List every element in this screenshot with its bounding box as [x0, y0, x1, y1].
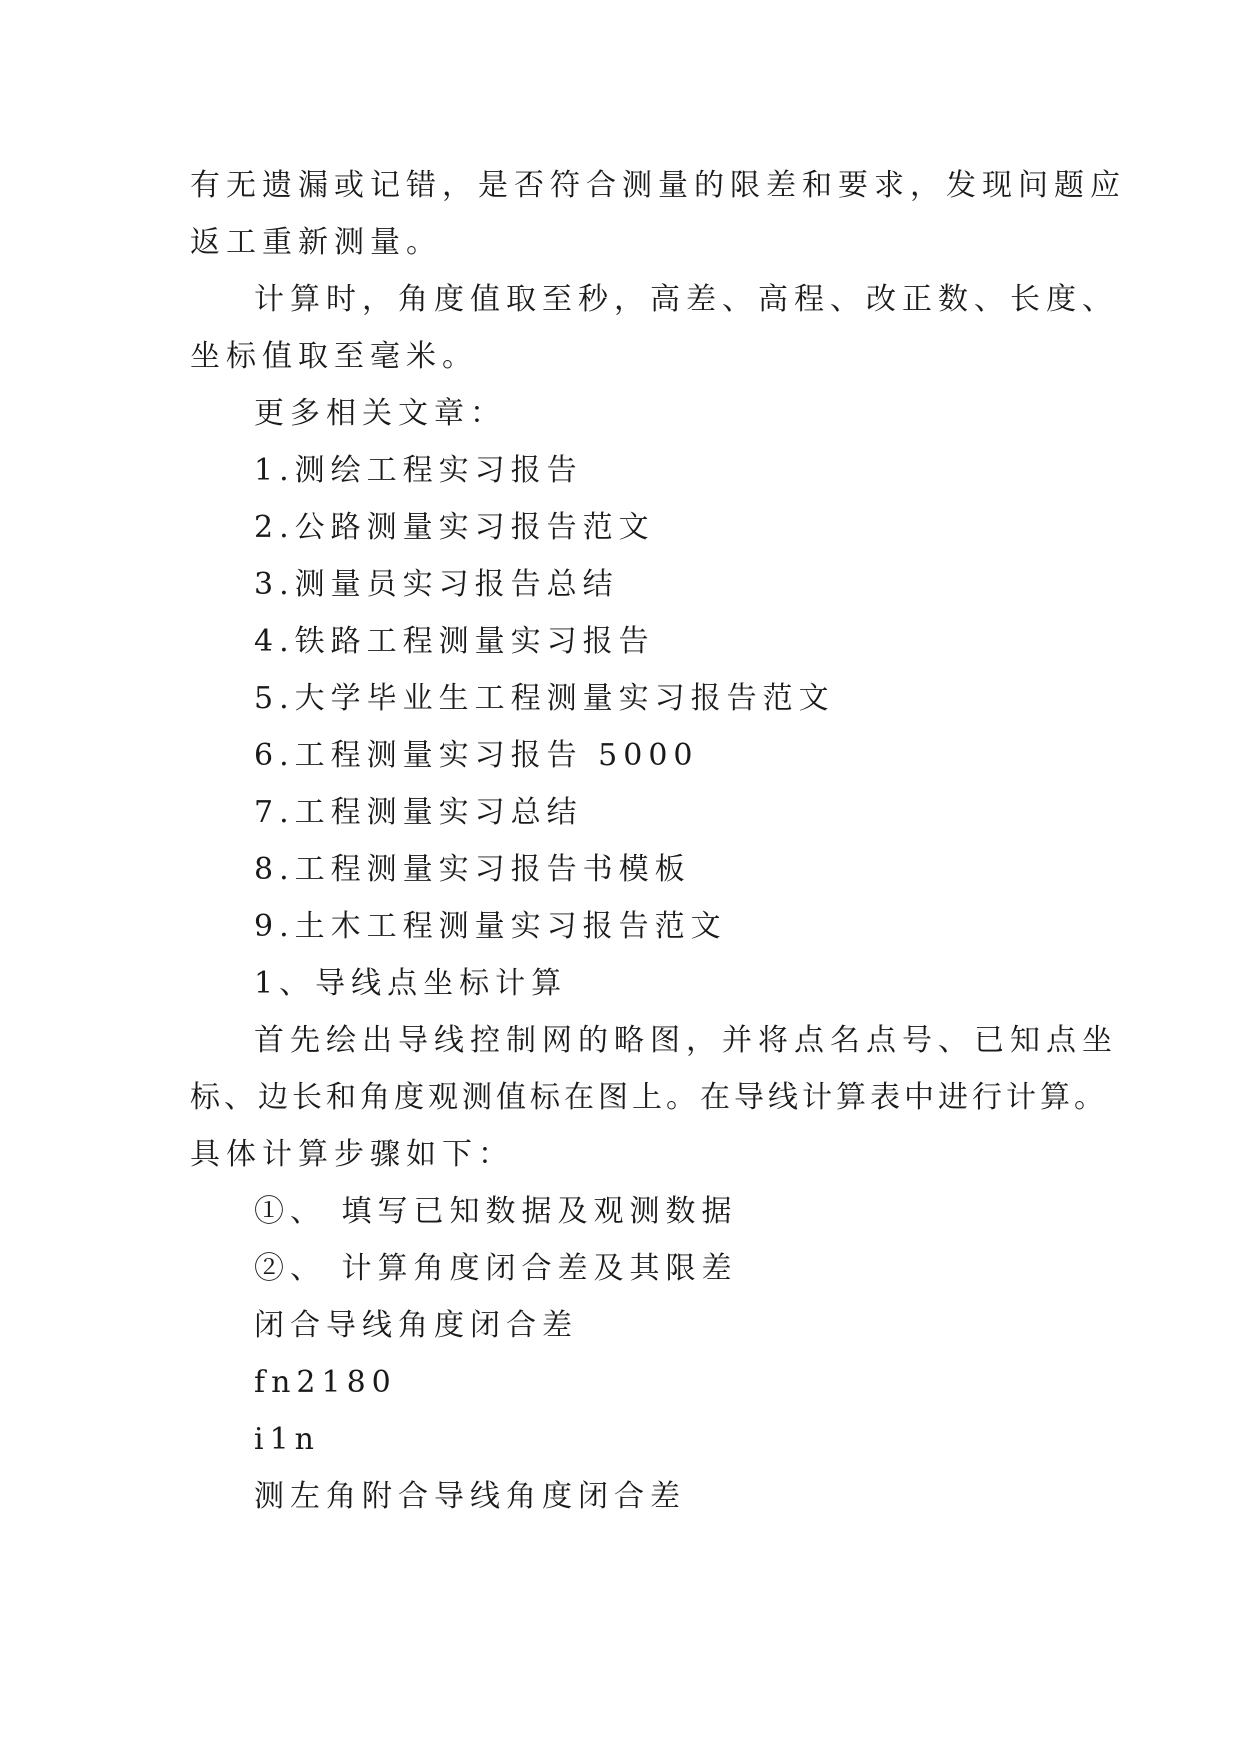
list-item: 9.土木工程测量实习报告范文 [254, 909, 727, 944]
formula-line: i1n [254, 1422, 321, 1457]
paragraph-line: 返工重新测量。 [190, 225, 442, 260]
step-item: ①、 填写已知数据及观测数据 [254, 1194, 738, 1229]
list-item: 3.测量员实习报告总结 [254, 567, 619, 602]
paragraph-line: 首先绘出导线控制网的略图，并将点名点号、已知点坐 [254, 1023, 1118, 1058]
formula-line: fn2180 [254, 1365, 397, 1400]
paragraph-line: 闭合导线角度闭合差 [254, 1308, 578, 1343]
list-item: 6.工程测量实习报告 5000 [254, 738, 699, 773]
section-heading: 1、导线点坐标计算 [254, 966, 568, 1001]
step-item: ②、 计算角度闭合差及其限差 [254, 1251, 738, 1286]
list-item: 4.铁路工程测量实习报告 [254, 624, 655, 659]
paragraph-line: 具体计算步骤如下： [190, 1137, 514, 1172]
list-item: 7.工程测量实习总结 [254, 795, 583, 830]
paragraph-line: 坐标值取至毫米。 [190, 339, 478, 374]
list-item: 1.测绘工程实习报告 [254, 453, 583, 488]
paragraph-line: 标、边长和角度观测值标在图上。在导线计算表中进行计算。 [190, 1080, 1108, 1115]
paragraph-line: 计算时，角度值取至秒，高差、高程、改正数、长度、 [254, 282, 1118, 317]
section-heading: 更多相关文章： [254, 396, 506, 431]
list-item: 8.工程测量实习报告书模板 [254, 852, 691, 887]
paragraph-line: 测左角附合导线角度闭合差 [254, 1479, 686, 1514]
paragraph-line: 有无遗漏或记错，是否符合测量的限差和要求，发现问题应 [190, 168, 1126, 203]
list-item: 5.大学毕业生工程测量实习报告范文 [254, 681, 835, 716]
list-item: 2.公路测量实习报告范文 [254, 510, 655, 545]
